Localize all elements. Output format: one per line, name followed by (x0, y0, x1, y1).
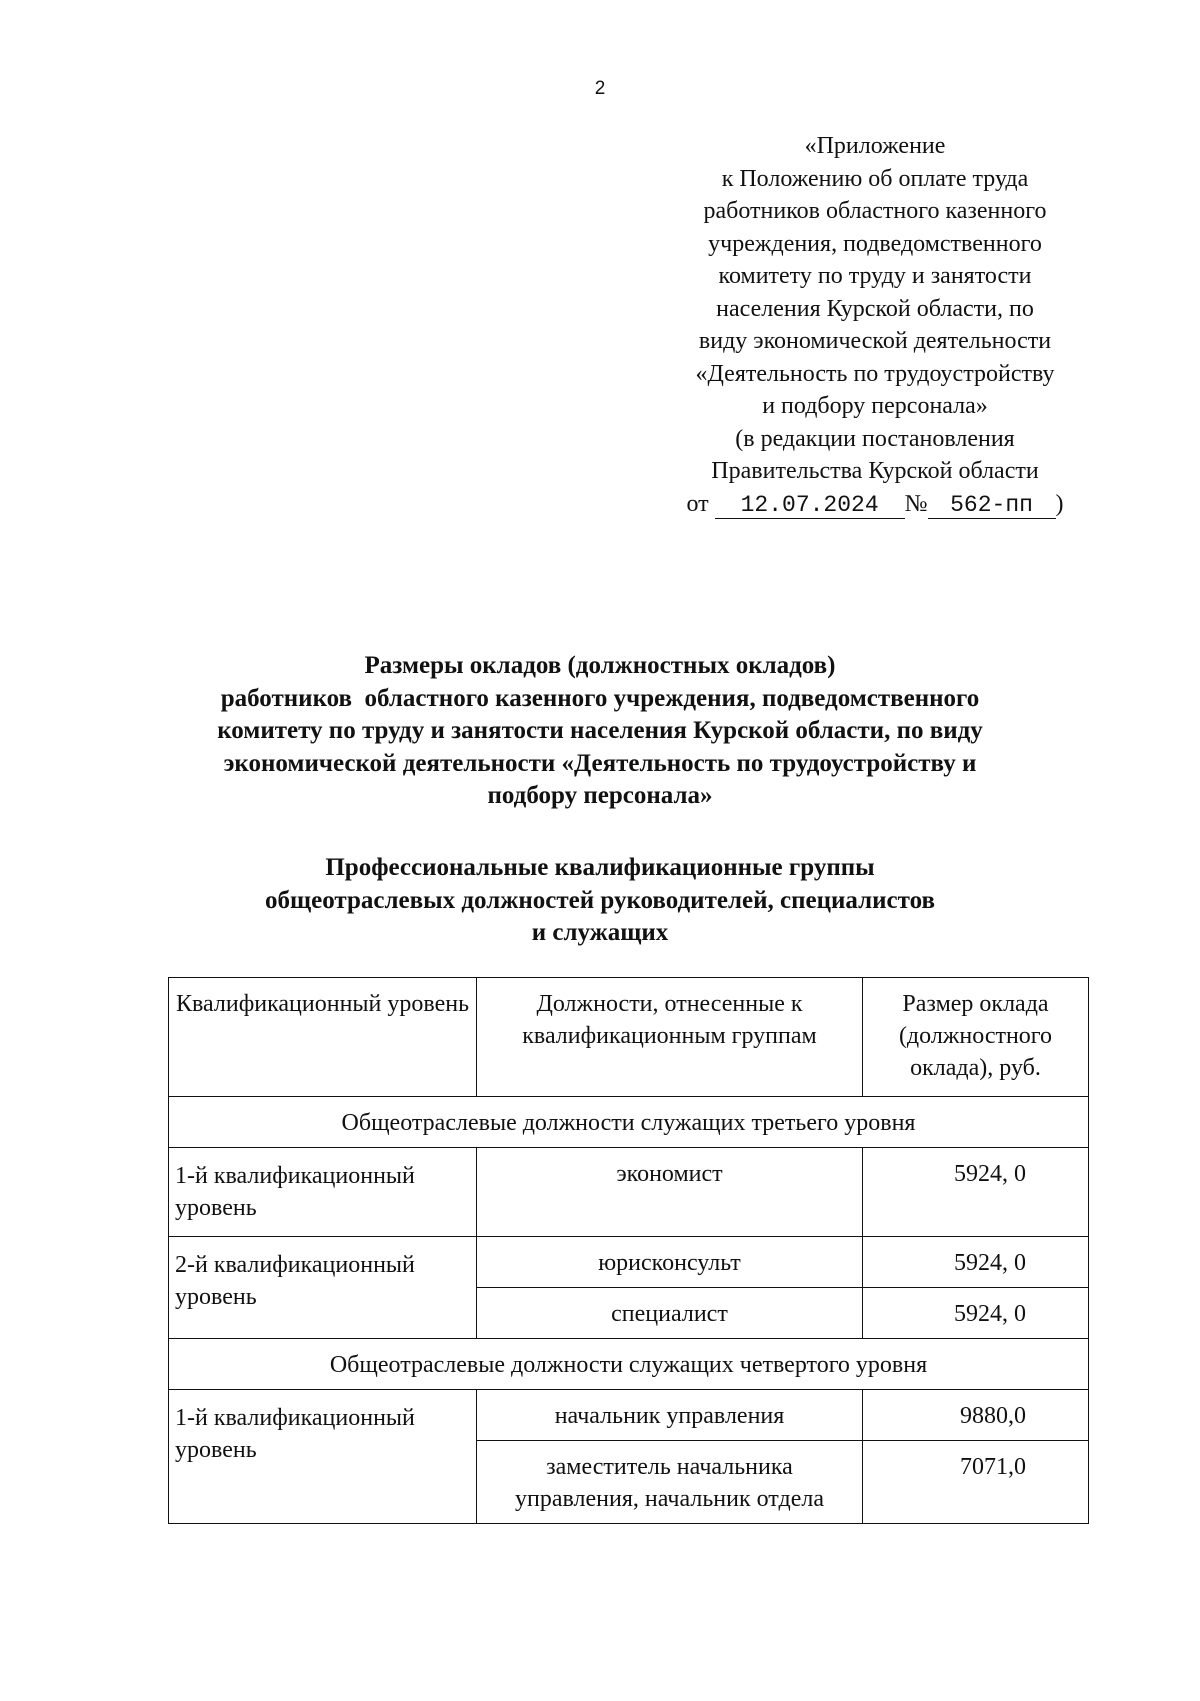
salary-cell: 5924, 0 (863, 1148, 1089, 1237)
title-line: Размеры окладов (должностных окладов) (364, 652, 836, 679)
salary-cell: 9880,0 (863, 1390, 1089, 1441)
section-row (169, 1339, 1089, 1390)
table-row (169, 1237, 1089, 1288)
position-cell: начальник управления (477, 1390, 863, 1441)
level-cell: 1-й квалификационный уровень (169, 1390, 477, 1524)
position-cell: заместитель начальника управления, начальник отдела (477, 1441, 863, 1524)
resolution-number: 562-пп (928, 492, 1056, 519)
appendix-line: комитету по труду и занятости (718, 263, 1032, 289)
salary-cell: 7071,0 (863, 1441, 1089, 1524)
table-header-row (169, 978, 1089, 1097)
appendix-header (655, 130, 1095, 520)
section-title: Общеотраслевые должности служащих четвертого уровня (169, 1339, 1089, 1390)
salary-table (168, 977, 1089, 1524)
appendix-line: населения Курской области, по (716, 295, 1034, 322)
title-line: комитету по труду и занятости населения Курской области, по виду (217, 717, 983, 744)
appendix-line: Правительства Курской области (711, 458, 1039, 484)
appendix-line: работников областного казенного (703, 198, 1047, 224)
salary-cell: 5924, 0 (863, 1237, 1089, 1288)
level-cell: 1-й квалификационный уровень (169, 1148, 477, 1237)
number-sign: № (904, 490, 928, 517)
appendix-line: «Приложение (804, 133, 946, 159)
subtitle-line: общеотраслевых должностей руководителей, специалистов (265, 886, 935, 914)
title-line: подбору персонала» (487, 782, 713, 809)
appendix-line: учреждения, подведомственного (708, 230, 1042, 257)
closing-parenthesis: ) (1055, 490, 1064, 517)
appendix-line: и подбору персонала» (762, 393, 988, 419)
salary-cell: 5924, 0 (863, 1288, 1089, 1339)
header-level: Квалификационный уровень (169, 978, 477, 1097)
level-cell: 2-й квалификационный уровень (169, 1237, 477, 1339)
resolution-date: 12.07.2024 (715, 492, 905, 519)
subtitle-line: и служащих (531, 919, 669, 946)
appendix-line: (в редакции постановления (735, 425, 1015, 452)
table-row (169, 1390, 1089, 1441)
section-title: Общеотраслевые должности служащих третьего уровня (169, 1097, 1089, 1148)
header-salary: Размер оклада (должностного оклада), руб. (863, 978, 1089, 1097)
title-line: экономической деятельности «Деятельность по трудоустройству и (223, 749, 977, 777)
date-prefix: от (686, 490, 709, 517)
title-line: работников областного казенного учреждения, подведомственного (220, 684, 980, 712)
position-cell: специалист (477, 1288, 863, 1339)
position-cell: экономист (477, 1148, 863, 1237)
subtitle-line: Профессиональные квалификационные группы (325, 854, 875, 881)
page-number: 2 (594, 78, 606, 99)
appendix-line: «Деятельность по трудоустройству (695, 360, 1055, 387)
section-subtitle (150, 852, 1050, 950)
appendix-line: к Положению об оплате труда (721, 165, 1029, 192)
resolution-dateline (655, 488, 1095, 521)
table-row (169, 1148, 1089, 1237)
position-cell: юрисконсульт (477, 1237, 863, 1288)
document-title (150, 650, 1050, 813)
appendix-line: виду экономической деятельности (698, 328, 1052, 354)
section-row (169, 1097, 1089, 1148)
header-positions: Должности, отнесенные к квалификационным группам (477, 978, 863, 1097)
